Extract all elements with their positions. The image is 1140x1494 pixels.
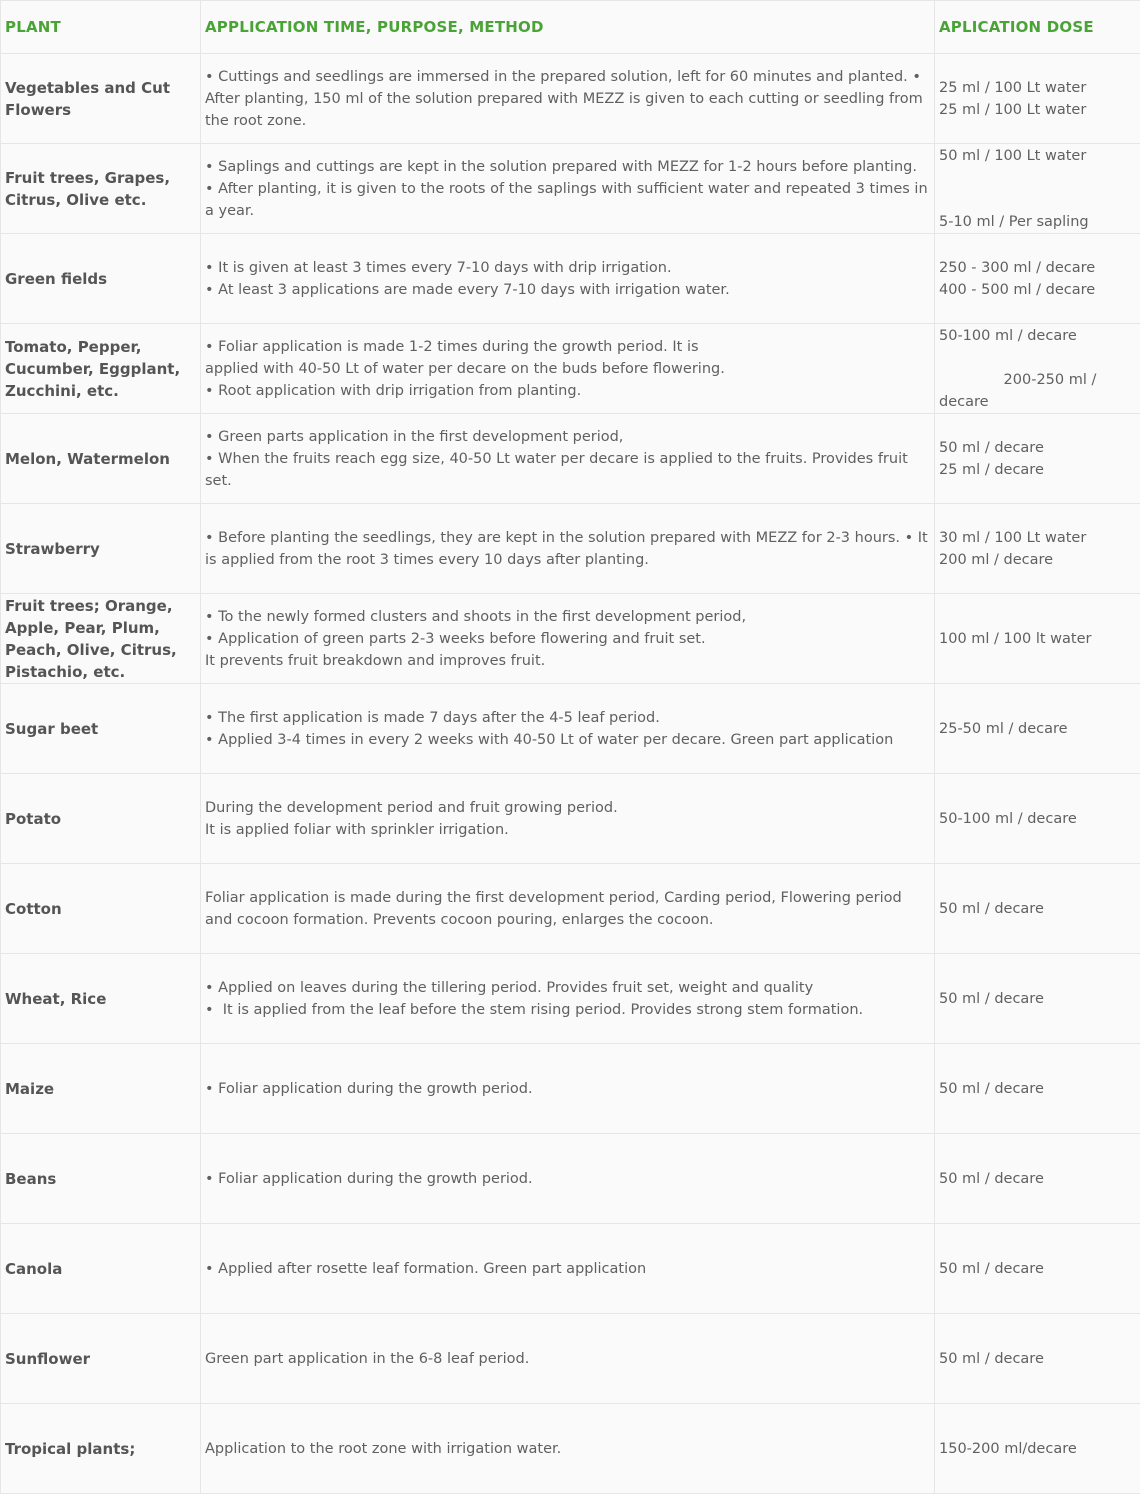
dose-line: 25 ml / decare — [939, 461, 1044, 478]
plant-cell: Sunflower — [1, 1314, 201, 1404]
dose-line: 25 ml / 100 Lt water — [939, 101, 1087, 118]
plant-cell: Maize — [1, 1044, 201, 1134]
table-row — [1, 1044, 1140, 1134]
plant-cell: Fruit trees; Orange, Apple, Pear, Plum, Peach, Olive, Citrus, Pistachio, etc. — [1, 594, 201, 684]
plant-cell: Canola — [1, 1224, 201, 1314]
table-row — [1, 774, 1140, 864]
dose-cell — [935, 684, 1140, 774]
table-row — [1, 864, 1140, 954]
table-row — [1, 54, 1140, 144]
dose-line: 250 - 300 ml / decare — [939, 259, 1096, 276]
dose-line: 200-250 ml / decare — [939, 371, 1101, 410]
dose-cell — [935, 954, 1140, 1044]
dose-cell — [935, 324, 1140, 414]
method-line: • Green parts application in the first development period, — [205, 428, 624, 445]
table-row — [1, 1224, 1140, 1314]
dose-cell — [935, 864, 1140, 954]
header-dose: APLICATION DOSE — [935, 1, 1140, 54]
table-row — [1, 324, 1140, 414]
method-line: Foliar application is made during the first development period, Carding period, Flowering period and cocoon formation. Prevents cocoon pouring, enlarges the cocoon. — [205, 889, 907, 928]
method-line: During the development period and fruit growing period. — [205, 799, 618, 816]
dose-line — [939, 189, 1136, 211]
dose-line: 30 ml / 100 Lt water — [939, 529, 1087, 546]
dose-cell — [935, 504, 1140, 594]
plant-cell: Green fields — [1, 234, 201, 324]
dose-cell — [935, 1404, 1140, 1494]
dose-line: 50 ml / decare — [939, 439, 1044, 456]
header-method: APPLICATION TIME, PURPOSE, METHOD — [201, 1, 935, 54]
dose-line — [939, 167, 1136, 189]
dose-cell — [935, 54, 1140, 144]
table-body — [1, 54, 1140, 1494]
method-cell — [201, 954, 935, 1044]
plant-cell: Potato — [1, 774, 201, 864]
dose-line: 50 ml / decare — [939, 1080, 1044, 1097]
method-cell — [201, 1224, 935, 1314]
table-row — [1, 684, 1140, 774]
dose-cell — [935, 1134, 1140, 1224]
method-line: It is applied foliar with sprinkler irrigation. — [205, 821, 509, 838]
table-row — [1, 144, 1140, 234]
method-cell — [201, 684, 935, 774]
method-cell — [201, 864, 935, 954]
plant-cell: Vegetables and Cut Flowers — [1, 54, 201, 144]
table-row — [1, 504, 1140, 594]
table-row — [1, 1134, 1140, 1224]
plant-cell: Tomato, Pepper, Cucumber, Eggplant, Zucchini, etc. — [1, 324, 201, 414]
table-row — [1, 1404, 1140, 1494]
method-cell — [201, 1044, 935, 1134]
plant-cell: Fruit trees, Grapes, Citrus, Olive etc. — [1, 144, 201, 234]
method-line: • Applied after rosette leaf formation. Green part application — [205, 1260, 647, 1277]
method-line: • Before planting the seedlings, they are kept in the solution prepared with MEZZ for 2-3 hours. • It is applied from the root 3 times every 10 days after planting. — [205, 529, 933, 568]
table-row — [1, 954, 1140, 1044]
header-plant: PLANT — [1, 1, 201, 54]
method-line: • It is given at least 3 times every 7-10 days with drip irrigation. — [205, 259, 672, 276]
method-line: • It is applied from the leaf before the stem rising period. Provides strong stem formation. — [205, 1001, 864, 1018]
method-cell — [201, 1134, 935, 1224]
method-cell — [201, 54, 935, 144]
dose-cell — [935, 1314, 1140, 1404]
dose-cell — [935, 774, 1140, 864]
method-line: • Applied on leaves during the tillering period. Provides fruit set, weight and quality — [205, 979, 814, 996]
method-line: • When the fruits reach egg size, 40-50 Lt water per decare is applied to the fruits. Provides fruit set. — [205, 450, 913, 489]
plant-cell: Cotton — [1, 864, 201, 954]
method-line: • Foliar application is made 1-2 times during the growth period. It is — [205, 338, 699, 355]
dose-line — [939, 347, 1136, 369]
dose-line: 5-10 ml / Per sapling — [939, 213, 1089, 230]
plant-cell: Beans — [1, 1134, 201, 1224]
method-cell — [201, 1314, 935, 1404]
dose-line: 100 ml / 100 lt water — [939, 630, 1092, 647]
method-line: • Applied 3-4 times in every 2 weeks with 40-50 Lt of water per decare. Green part application — [205, 731, 894, 748]
dose-cell — [935, 1224, 1140, 1314]
method-line: • To the newly formed clusters and shoots in the first development period, — [205, 608, 747, 625]
dose-line: 50 ml / decare — [939, 990, 1044, 1007]
method-line: • After planting, it is given to the roots of the saplings with sufficient water and repeated 3 times in a year. — [205, 180, 933, 219]
dose-line: 50 ml / decare — [939, 1170, 1044, 1187]
method-cell — [201, 594, 935, 684]
plant-cell: Wheat, Rice — [1, 954, 201, 1044]
table-row — [1, 234, 1140, 324]
method-line: • Root application with drip irrigation from planting. — [205, 382, 582, 399]
plant-cell: Tropical plants; — [1, 1404, 201, 1494]
method-line: • Cuttings and seedlings are immersed in the prepared solution, left for 60 minutes and planted. • After planting, 150 ml of the solution prepared with MEZZ is given to each cutting or seedling from the root zone. — [205, 68, 928, 129]
method-cell — [201, 1404, 935, 1494]
method-line: • Foliar application during the growth period. — [205, 1170, 533, 1187]
dose-line: 50 ml / 100 Lt water — [939, 147, 1087, 164]
dose-cell — [935, 1044, 1140, 1134]
method-line: Green part application in the 6-8 leaf period. — [205, 1350, 530, 1367]
plant-cell: Melon, Watermelon — [1, 414, 201, 504]
table-row — [1, 414, 1140, 504]
method-cell — [201, 414, 935, 504]
header-row — [1, 1, 1140, 54]
dose-line: 400 - 500 ml / decare — [939, 281, 1096, 298]
table-row — [1, 1314, 1140, 1404]
method-line: Application to the root zone with irrigation water. — [205, 1440, 562, 1457]
method-line: • Saplings and cuttings are kept in the solution prepared with MEZZ for 1-2 hours before planting. — [205, 158, 917, 175]
method-cell — [201, 774, 935, 864]
plant-cell: Sugar beet — [1, 684, 201, 774]
method-line: • Application of green parts 2-3 weeks before flowering and fruit set. — [205, 630, 706, 647]
method-line: • The first application is made 7 days after the 4-5 leaf period. — [205, 709, 660, 726]
dose-line: 50 ml / decare — [939, 1350, 1044, 1367]
dose-line: 50 ml / decare — [939, 1260, 1044, 1277]
dose-line: 50 ml / decare — [939, 900, 1044, 917]
dose-line: 50-100 ml / decare — [939, 810, 1077, 827]
method-line: applied with 40-50 Lt of water per decare on the buds before flowering. — [205, 360, 725, 377]
dose-line: 150-200 ml/decare — [939, 1440, 1077, 1457]
dose-cell — [935, 144, 1140, 234]
dose-cell — [935, 594, 1140, 684]
method-line: It prevents fruit breakdown and improves fruit. — [205, 652, 546, 669]
plant-cell: Strawberry — [1, 504, 201, 594]
dose-line: 25-50 ml / decare — [939, 720, 1068, 737]
method-line: • At least 3 applications are made every 7-10 days with irrigation water. — [205, 281, 730, 298]
method-line: • Foliar application during the growth period. — [205, 1080, 533, 1097]
dose-line: 200 ml / decare — [939, 551, 1054, 568]
table-row — [1, 594, 1140, 684]
method-cell — [201, 234, 935, 324]
dose-cell — [935, 234, 1140, 324]
method-cell — [201, 504, 935, 594]
dose-line: 50-100 ml / decare — [939, 327, 1077, 344]
method-cell — [201, 144, 935, 234]
dose-cell — [935, 414, 1140, 504]
dose-line: 25 ml / 100 Lt water — [939, 79, 1087, 96]
method-cell — [201, 324, 935, 414]
